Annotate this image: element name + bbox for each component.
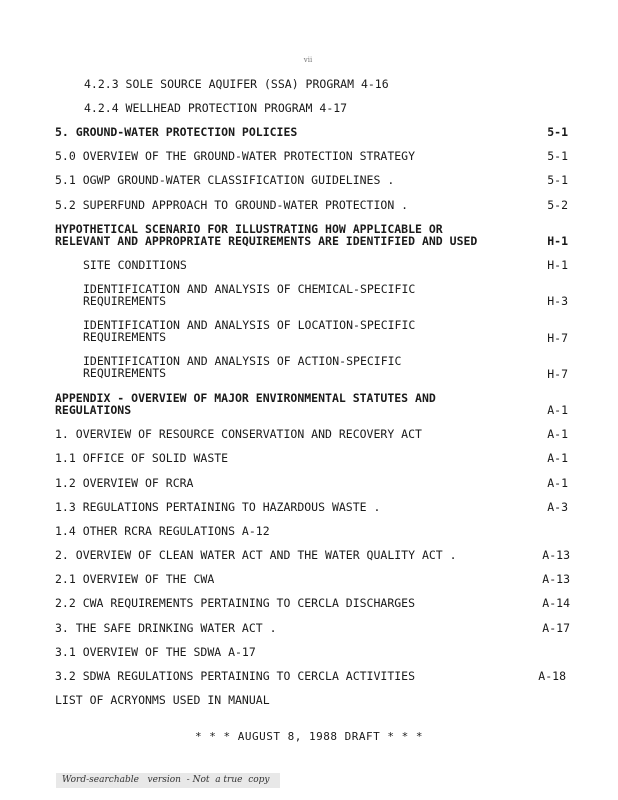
toc-page-ref: H-1 bbox=[547, 234, 568, 248]
toc-entry bbox=[83, 259, 187, 271]
toc-page-ref: A-1 bbox=[547, 427, 568, 441]
toc-entry-title: 4.2.3 SOLE SOURCE AQUIFER (SSA) PROGRAM 4-16 bbox=[84, 77, 389, 91]
toc-entry bbox=[55, 150, 415, 162]
toc-page-ref: A-1 bbox=[547, 403, 568, 417]
toc-entry-title: 5.1 OGWP GROUND-WATER CLASSIFICATION GUIDELINES . bbox=[55, 173, 395, 187]
toc-section-heading bbox=[55, 223, 477, 247]
toc-entry-title: SITE CONDITIONS bbox=[83, 258, 187, 272]
toc-entry-title: 2.1 OVERVIEW OF THE CWA bbox=[55, 572, 215, 586]
toc-entry bbox=[55, 622, 277, 634]
draft-date-footer: * * * AUGUST 8, 1988 DRAFT * * * bbox=[195, 730, 423, 743]
toc-entry-title-line2: REGULATIONS bbox=[55, 403, 132, 417]
toc-page-ref: A-13 bbox=[542, 572, 570, 586]
toc-entry-title: 5. GROUND-WATER PROTECTION POLICIES bbox=[55, 125, 298, 139]
toc-entry-title: 3.2 SDWA REGULATIONS PERTAINING TO CERCLA ACTIVITIES bbox=[55, 669, 416, 683]
toc-entry-title-line1: IDENTIFICATION AND ANALYSIS OF CHEMICAL-SPECIFIC bbox=[83, 282, 416, 296]
toc-entry bbox=[55, 174, 394, 186]
toc-entry-title-line2: REQUIREMENTS bbox=[83, 366, 167, 380]
toc-entry-title-line2: REQUIREMENTS bbox=[83, 294, 167, 308]
toc-entry bbox=[55, 199, 408, 211]
toc-page-ref: A-17 bbox=[542, 621, 570, 635]
word-searchable-stamp: Word-searchable version - Not a true copy bbox=[56, 773, 280, 788]
toc-page-ref: A-14 bbox=[542, 596, 570, 610]
toc-entry-title-line1: IDENTIFICATION AND ANALYSIS OF LOCATION-SPECIFIC bbox=[83, 318, 416, 332]
toc-section-heading bbox=[55, 126, 297, 138]
toc-entry-title-line1: HYPOTHETICAL SCENARIO FOR ILLUSTRATING HOW APPLICABLE OR bbox=[55, 222, 443, 236]
toc-entry-title: 2. OVERVIEW OF CLEAN WATER ACT AND THE WATER QUALITY ACT . bbox=[55, 548, 457, 562]
toc-entry bbox=[55, 452, 228, 464]
toc-page-ref: H-7 bbox=[547, 367, 568, 381]
toc-entry-title: 1. OVERVIEW OF RESOURCE CONSERVATION AND RECOVERY ACT bbox=[55, 427, 422, 441]
toc-page-ref: A-3 bbox=[547, 500, 568, 514]
toc-page-ref: 5-2 bbox=[547, 198, 568, 212]
toc-entry-title: 1.3 REGULATIONS PERTAINING TO HAZARDOUS WASTE . bbox=[55, 500, 381, 514]
toc-entry-title: 1.1 OFFICE OF SOLID WASTE bbox=[55, 451, 229, 465]
toc-entry-title: 1.2 OVERVIEW OF RCRA bbox=[55, 476, 194, 490]
toc-entry bbox=[83, 319, 415, 343]
toc-page-ref: A-18 bbox=[538, 669, 566, 683]
toc-entry bbox=[55, 670, 415, 682]
toc-entry bbox=[55, 428, 422, 440]
toc-entry-title-line2: REQUIREMENTS bbox=[83, 330, 167, 344]
toc-entry-title-line1: APPENDIX - OVERVIEW OF MAJOR ENVIRONMENTAL STATUTES AND bbox=[55, 391, 436, 405]
toc-entry bbox=[55, 525, 270, 537]
toc-entry bbox=[55, 646, 256, 658]
toc-entry-title: 5.2 SUPERFUND APPROACH TO GROUND-WATER PROTECTION . bbox=[55, 198, 409, 212]
toc-section-heading bbox=[55, 392, 436, 416]
toc-page-ref: 5-1 bbox=[547, 149, 568, 163]
toc-entry bbox=[84, 78, 389, 90]
toc-entry-title: 4.2.4 WELLHEAD PROTECTION PROGRAM 4-17 bbox=[84, 101, 348, 115]
toc-page-ref: 5-1 bbox=[547, 125, 568, 139]
toc-page-ref: 5-1 bbox=[547, 173, 568, 187]
toc-entry bbox=[84, 102, 347, 114]
toc-page-ref: A-1 bbox=[547, 476, 568, 490]
toc-entry-title: 3.1 OVERVIEW OF THE SDWA A-17 bbox=[55, 645, 256, 659]
toc-page-ref: A-13 bbox=[542, 548, 570, 562]
toc-entry-title: 3. THE SAFE DRINKING WATER ACT . bbox=[55, 621, 277, 635]
toc-entry-title-line1: IDENTIFICATION AND ANALYSIS OF ACTION-SPECIFIC bbox=[83, 354, 402, 368]
toc-entry-title: 5.0 OVERVIEW OF THE GROUND-WATER PROTECTION STRATEGY bbox=[55, 149, 416, 163]
toc-entry bbox=[83, 355, 402, 379]
toc-entry bbox=[55, 597, 415, 609]
toc-page-ref: A-1 bbox=[547, 451, 568, 465]
toc-entry bbox=[55, 549, 457, 561]
toc-page-ref: H-1 bbox=[547, 258, 568, 272]
toc-page-ref: H-7 bbox=[547, 331, 568, 345]
toc-entry bbox=[55, 573, 214, 585]
toc-entry bbox=[55, 501, 380, 513]
toc-entry-title: LIST OF ACRYONMS USED IN MANUAL bbox=[55, 693, 270, 707]
page-number: vii bbox=[303, 56, 313, 64]
toc-entry-title-line2: RELEVANT AND APPROPRIATE REQUIREMENTS ARE IDENTIFIED AND USED bbox=[55, 234, 478, 248]
toc-entry bbox=[83, 283, 415, 307]
toc-entry bbox=[55, 477, 193, 489]
toc-entry bbox=[55, 694, 270, 706]
toc-entry-title: 1.4 OTHER RCRA REGULATIONS A-12 bbox=[55, 524, 270, 538]
toc-entry-title: 2.2 CWA REQUIREMENTS PERTAINING TO CERCLA DISCHARGES bbox=[55, 596, 416, 610]
toc-page-ref: H-3 bbox=[547, 294, 568, 308]
